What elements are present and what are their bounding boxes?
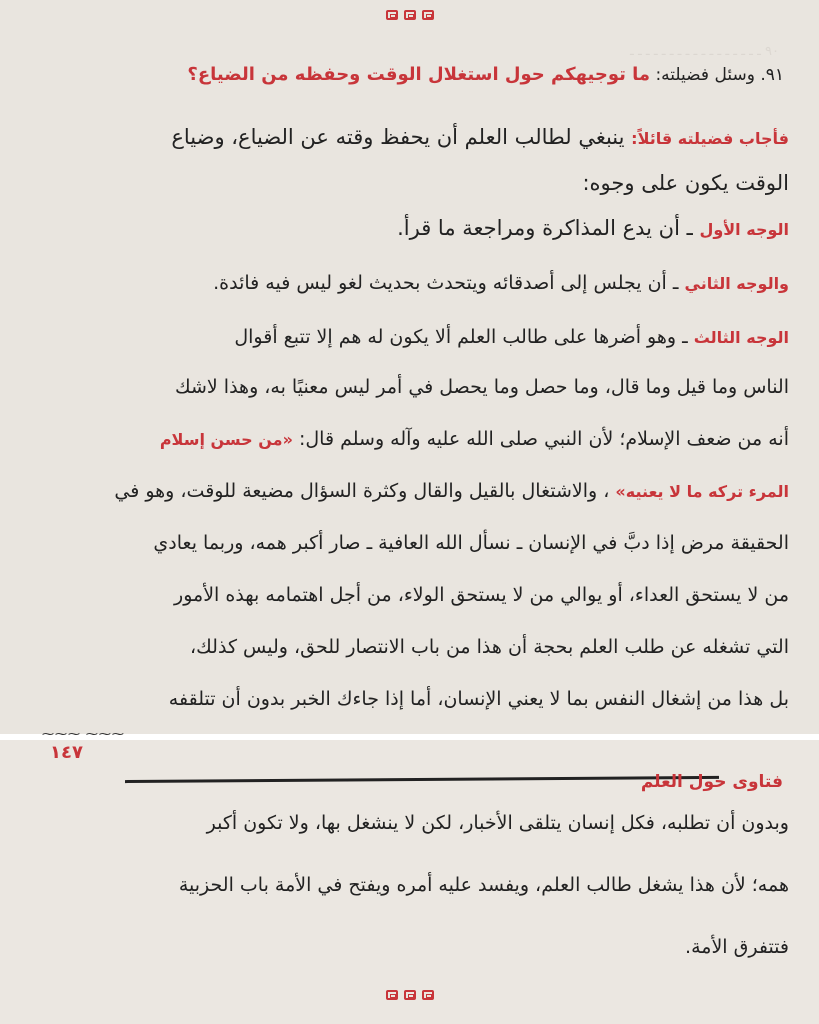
running-title: فتاوى حول العلم	[640, 772, 783, 792]
ornament-square-icon	[386, 990, 398, 1000]
page-number: ١٤٧	[50, 742, 83, 763]
question-text: ما توجيهكم حول استغلال الوقت وحفظه من الضياع؟	[187, 64, 651, 85]
bottom-ornament	[386, 990, 434, 1000]
body-line-a: الناس وما قيل وما قال، وما حصل وما يحصل في أمر ليس معنيًا به، وهذا لاشك	[174, 376, 789, 398]
ornament-square-icon	[404, 990, 416, 1000]
body-line-h: وبدون أن تطلبه، فكل إنسان يتلقى الأخبار، لكن لا ينشغل بها، ولا تكون أكبر	[206, 812, 789, 834]
answer-label: فأجاب فضيلته قائلاً:	[631, 129, 789, 148]
question-intro: وسئل فضيلته:	[655, 65, 755, 85]
ornament-square-icon	[422, 10, 434, 20]
body-line-j: فتتفرق الأمة.	[685, 936, 789, 958]
body-line-f: التي تشغله عن طلب العلم بحجة أن هذا من باب الانتصار للحق، وليس كذلك،	[190, 636, 789, 658]
answer-text-2: الوقت يكون على وجوه:	[582, 171, 789, 195]
answer-line-2	[30, 168, 789, 198]
question-line	[30, 60, 784, 90]
body-line-d: الحقيقة مرض إذا دبَّ في الإنسان ـ نسأل الله العافية ـ صار أكبر همه، وربما يعادي	[153, 532, 789, 554]
body-line-e: من لا يستحق العداء، أو يوالي من لا يستحق الولاء، من أجل اهتمامه بهذه الأمور	[174, 584, 789, 606]
body-line-c-text: ، والاشتغال بالقيل والقال وكثرة السؤال مضيعة للوقت، وهو في	[114, 480, 610, 502]
face-3-text: ـ وهو أضرها على طالب العلم ألا يكون له هم إلا تتبع أقوال	[234, 326, 688, 348]
ornament-square-icon	[422, 990, 434, 1000]
body-line-b	[30, 424, 789, 455]
face-2-line	[30, 268, 789, 299]
face-1-line	[30, 213, 789, 245]
answer-line-1	[30, 122, 789, 154]
bleed-through-text: ٩٠ ـ ـ ـ ـ ـ ـ ـ ـ ـ ـ ـ ـ ـ ـ ـ ـ ـ	[630, 44, 779, 59]
face-2-label: والوجه الثاني	[684, 274, 789, 293]
face-2-text: ـ أن يجلس إلى أصدقائه ويتحدث بحديث لغو ليس فيه فائدة.	[213, 272, 679, 294]
body-line-g: بل هذا من إشغال النفس بما لا يعني الإنسان، أما إذا جاءك الخبر بدون أن تتلقفه	[168, 688, 789, 710]
body-line-b-text: أنه من ضعف الإسلام؛ لأن النبي صلى الله عليه وآله وسلم قال:	[298, 428, 789, 450]
body-line-c	[30, 476, 789, 507]
ornament-square-icon	[386, 10, 398, 20]
ornament-square-icon	[404, 10, 416, 20]
face-3-label: الوجه الثالث	[693, 328, 789, 347]
face-3-line	[30, 322, 789, 353]
question-number: ٩١.	[760, 65, 784, 85]
face-1-text: ـ أن يدع المذاكرة ومراجعة ما قرأ.	[397, 216, 693, 240]
face-1-label: الوجه الأول	[699, 220, 789, 239]
answer-text-1: ينبغي لطالب العلم أن يحفظ وقته عن الضياع، وضياع	[171, 125, 625, 149]
page-number-flourish: ⁓⁓⁓ ⁓⁓⁓	[42, 727, 125, 741]
top-ornament	[386, 10, 434, 20]
body-line-i: همه؛ لأن هذا يشغل طالب العلم، ويفسد عليه أمره ويفتح في الأمة باب الحزبية	[178, 874, 789, 896]
hadith-start: «من حسن إسلام	[159, 430, 293, 449]
hadith-end: المرء تركه ما لا يعنيه»	[615, 482, 789, 501]
